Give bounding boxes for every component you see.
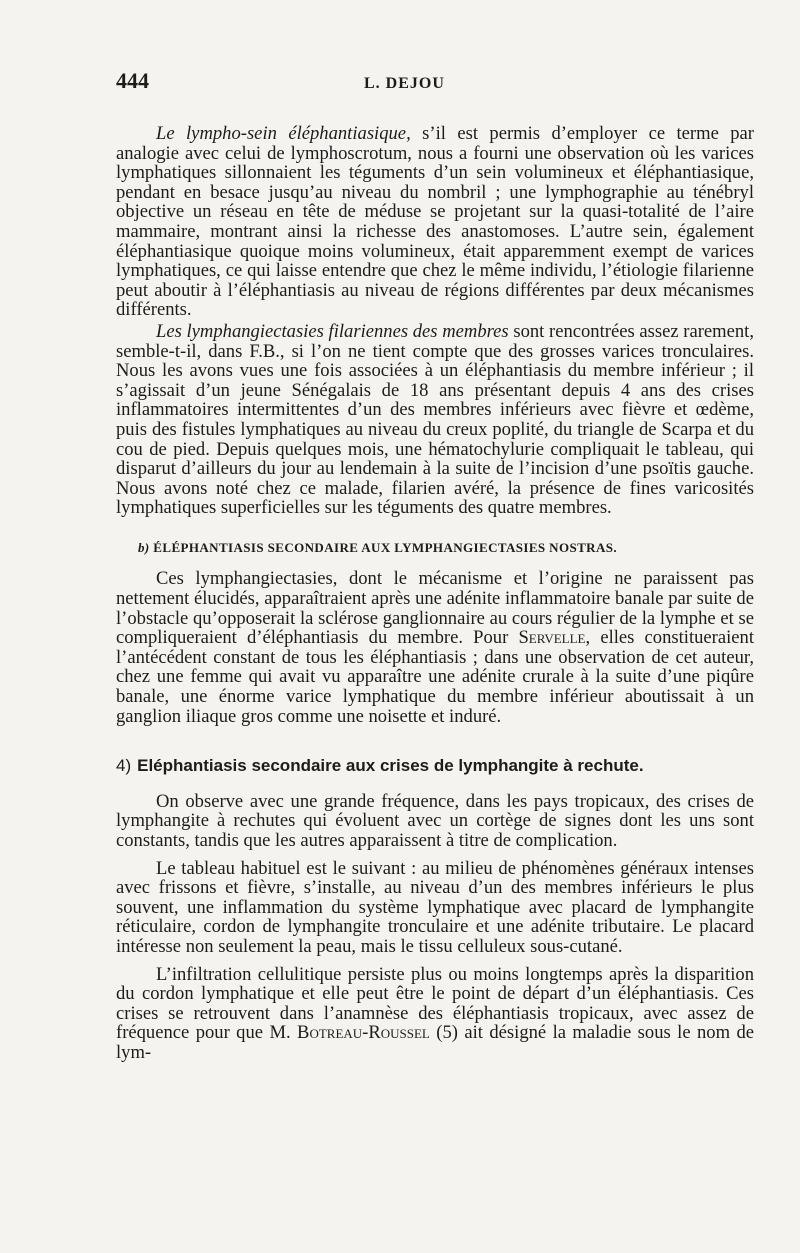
section-heading-4 [116,756,754,776]
section-number: 4) [116,756,132,776]
paragraph-tableau-habituel: Le tableau habituel est le suivant : au milieu de phénomènes généraux intenses avec frissons et fièvre, s’installe, au niveau d’un des membres inférieurs le plus souvent, une inflammation du système lymphatique avec placard de lymphangite réticulaire, cordon de lymphangite tronculaire et une adénite tributaire. Le placard intéresse non seulement la peau, mais le tissu celluleux sous-cutané. [116,857,754,957]
paragraph-text: elles constitueraient l’antécédent constant de tous les éléphantiasis ; dans une observation de cet auteur, chez une femme qui avait vu apparaître une adénite crurale à la suite d’une piqûre banale, une énorme varice lymphatique du membre inférieur aboutissait à un ganglion iliaque gros comme une noisette et induré. [116,627,755,727]
subsection-title: ÉLÉPHANTIASIS SECONDAIRE AUX LYMPHANGIECTASIES NOSTRAS. [153,539,618,555]
section-title: Eléphantiasis secondaire aux crises de lymphangite à rechute. [137,756,644,776]
paragraph-text: Ces lymphangiectasies, dont le mécanisme et l’origine ne paraissent pas nettement élucidés, apparaîtraient après une adénite inflammatoire banale par suite de l’obstacle qu’opposerait la sclérose ganglionnaire au cours régulier de la lymphe et se compliqueraient d’éléphantiasis du membre. Pour [116,568,754,649]
paragraph-lead-italic: Les lymphangiectasies filariennes des membres [156,320,509,342]
subsection-label: b) [138,539,150,555]
subsection-heading-b [116,538,754,558]
paragraph-lympho-sein [116,124,754,320]
author-name: Botreau-Roussel [297,1022,430,1044]
page-header [116,68,754,94]
page-number: 444 [116,68,149,93]
paragraph-text: L’infiltration cellulitique persiste plus ou moins longtemps après la disparition du cordon lymphatique et elle peut être le point de départ d’un éléphantiasis. Ces crises se retrouvent dans l’anamnèse des éléphantiasis tropicaux, avec assez de fréquence pour que M. [116,963,754,1044]
paragraph-text: s’il est permis d’employer ce terme par analogie avec celui de lymphoscrotum, nous a fourni une observation où les varices lymphatiques sillonnaient les téguments d’un sein volumineux et éléphantiasique, pendant en besace jusqu’au niveau du nombril ; une lymphographie au ténébryl objective un réseau en tête de méduse se projetant sur la quasi-totalité de l’aire mammaire, montrant ainsi la richesse des anastomoses. L’autre sein, également éléphantiasique quoique moins volumineux, était apparemment exempt de varices lymphatiques, ce qui laisse entendre que chez le même individu, l’étiologie filarienne peut aboutir à l’éléphantiasis au niveau de régions différentes par deux mécanismes différents. [116,123,755,321]
paragraph-text: (5) ait désigné la maladie sous le nom de lym- [116,1022,754,1063]
paragraph-text: sont rencontrées assez rarement, semble-t-il, dans F.B., si l’on ne tient compte que des grosses varices tronculaires. Nous les avons vues une fois associées à un éléphantiasis du membre inférieur ; il s’agissait d’un jeune Sénégalais de 18 ans présentant depuis 4 ans des crises inflammatoires intermittentes d’un des membres inférieurs avec fièvre et œdème, puis des fistules lymphatiques au niveau du creux poplité, du triangle de Scarpa et du cou de pied. Depuis quelques mois, une hématochylurie compliquait le tableau, qui disparut d’ailleurs du jour au lendemain à la suite de l’incision d’une psoïtis gauche. Nous avons noté chez ce malade, filarien avéré, la présence de fines varicosités lymphatiques superficielles sur les téguments des quatre membres. [116,320,754,519]
running-head: L. DEJOU [364,75,445,92]
author-name: Servelle, [518,627,591,649]
paragraph-infiltration [116,965,754,1063]
paragraph-frequence: On observe avec une grande fréquence, dans les pays tropicaux, des crises de lymphangite à rechutes qui évoluent avec un cortège de signes dont les uns sont constants, tandis que les autres apparaissent à titre de complication. [116,790,754,851]
paragraph-lymphangiectasies-nostras [116,569,754,726]
paragraph-lymphangiectasies-filariennes [116,322,754,518]
paragraph-lead-italic: Le lympho-sein éléphantiasique, [156,123,411,144]
